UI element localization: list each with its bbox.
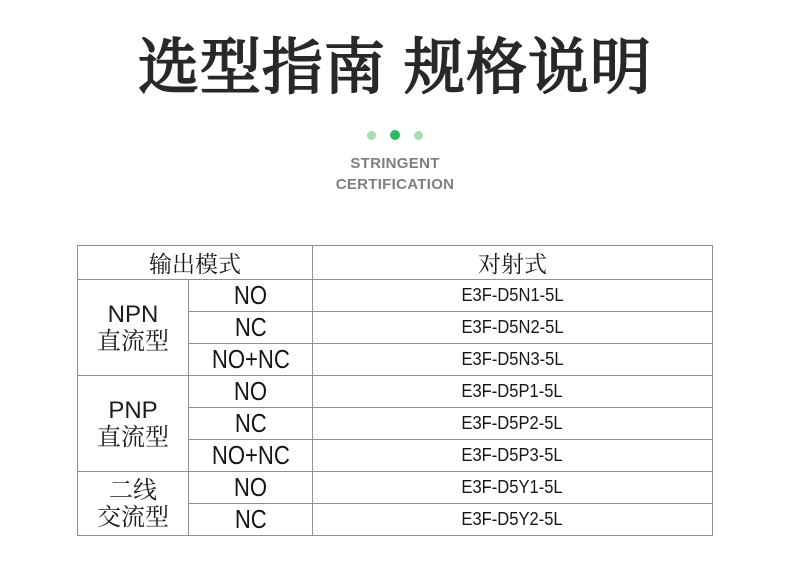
dot-right-icon — [414, 131, 423, 140]
table-header-row — [78, 246, 713, 280]
model-cell — [313, 376, 713, 408]
model-value: E3F-D5N2-5L — [461, 317, 564, 337]
table-row — [78, 376, 713, 408]
tagline-line1: STRINGENT — [350, 155, 440, 172]
mode-cell — [189, 440, 313, 472]
model-value: E3F-D5N1-5L — [461, 285, 564, 305]
model-cell — [313, 472, 713, 504]
group-label-line1: 二线 — [109, 476, 157, 504]
mode-value: NC — [234, 504, 267, 534]
model-cell — [313, 280, 713, 312]
group-label-line2: 交流型 — [97, 503, 169, 531]
spec-table — [77, 245, 713, 536]
model-value: E3F-D5Y2-5L — [461, 509, 564, 529]
mode-value: NO+NC — [211, 344, 290, 374]
model-cell — [313, 312, 713, 344]
page-title: 选型指南 规格说明 — [138, 33, 652, 101]
model-cell — [313, 504, 713, 536]
model-cell — [313, 344, 713, 376]
group-label-line1: NPN — [107, 300, 159, 328]
mode-cell — [189, 344, 313, 376]
mode-cell — [189, 504, 313, 536]
model-value: E3F-D5P1-5L — [461, 381, 564, 401]
mode-cell — [189, 408, 313, 440]
section-divider-dots — [0, 130, 790, 140]
header-output-mode: 输出模式 — [78, 246, 313, 280]
group-cell-npn-dc — [78, 280, 189, 376]
mode-cell — [189, 472, 313, 504]
group-cell-two-wire-ac — [78, 472, 189, 536]
tagline — [0, 153, 790, 195]
tagline-line2: CERTIFICATION — [335, 176, 455, 193]
group-label-line2: 直流型 — [97, 327, 169, 355]
mode-cell — [189, 376, 313, 408]
model-value: E3F-D5N3-5L — [461, 349, 564, 369]
mode-value: NO — [233, 280, 268, 310]
model-cell — [313, 408, 713, 440]
dot-center-icon — [390, 130, 400, 140]
model-cell — [313, 440, 713, 472]
mode-cell — [189, 280, 313, 312]
table-row — [78, 280, 713, 312]
table-row — [78, 472, 713, 504]
group-cell-pnp-dc — [78, 376, 189, 472]
dot-left-icon — [367, 131, 376, 140]
model-value: E3F-D5P3-5L — [461, 445, 564, 465]
mode-cell — [189, 312, 313, 344]
model-value: E3F-D5P2-5L — [461, 413, 564, 433]
model-value: E3F-D5Y1-5L — [461, 477, 564, 497]
header-sensing-type: 对射式 — [313, 246, 713, 280]
mode-value: NO — [233, 472, 268, 502]
mode-value: NO+NC — [211, 440, 290, 470]
product-spec-page — [0, 30, 790, 581]
group-label-line1: PNP — [108, 396, 158, 424]
mode-value: NO — [233, 376, 268, 406]
mode-value: NC — [234, 312, 267, 342]
group-label-line2: 直流型 — [97, 423, 169, 451]
mode-value: NC — [234, 408, 267, 438]
